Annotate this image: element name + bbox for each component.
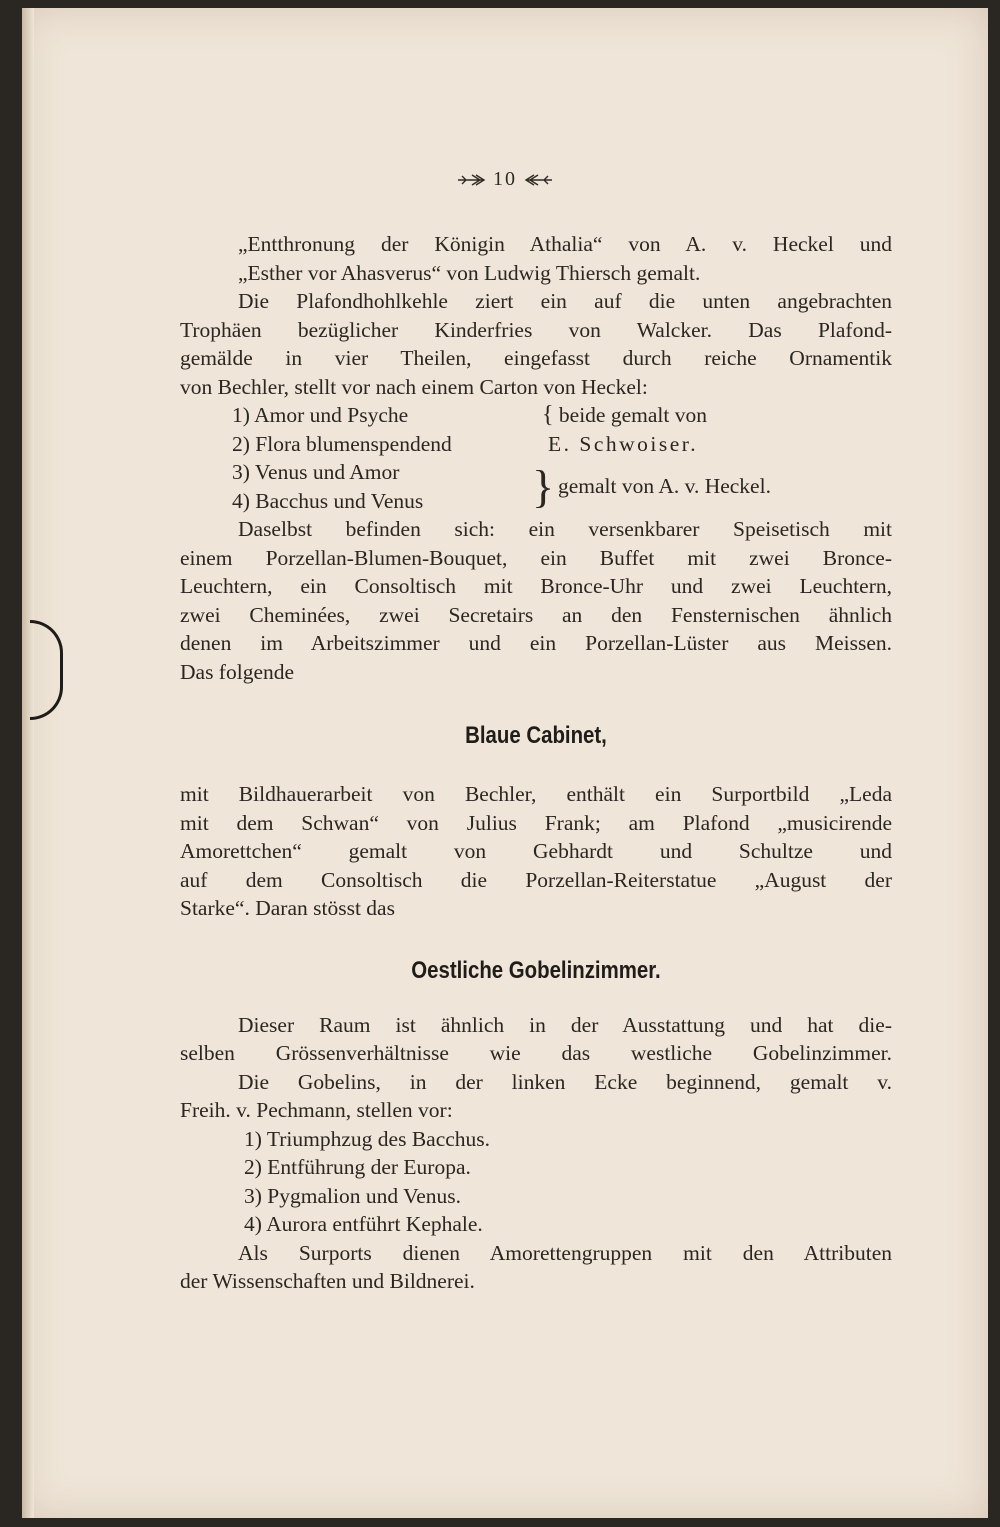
ornament-right-icon — [524, 173, 554, 187]
list-item-brace: { beide gemalt von — [542, 402, 707, 428]
text-line: Leuchtern, ein Consoltisch mit Bronce-Uhr und zwei Leuchtern, — [180, 574, 892, 598]
list-item — [180, 430, 892, 459]
text-line: Amorettchen“ gemalt von Gebhardt und Schultze und — [180, 839, 892, 863]
text-line: denen im Arbeitszimmer und ein Porzellan-Lüster aus Meissen. — [180, 631, 892, 655]
text-line: Die Plafondhohlkehle ziert ein auf die unten angebrachten — [238, 289, 892, 313]
text-line: mit Bildhauerarbeit von Bechler, enthält ein Surportbild „Leda — [180, 782, 892, 806]
text-line: mit dem Schwan“ von Julius Frank; am Plafond „musicirende — [180, 810, 892, 835]
list-item-label: 1) Amor und Psyche — [232, 403, 409, 427]
page-header — [22, 168, 988, 191]
list-item-label: 2) Flora blumenspendend — [232, 431, 452, 456]
list-item-note: beide gemalt von — [558, 403, 707, 427]
text-line: Daselbst befinden sich: ein versenkbarer Speisetisch mit — [238, 517, 892, 541]
list-item: 4) Aurora entführt Kephale. — [244, 1212, 483, 1236]
body-text — [180, 230, 892, 1296]
text-line: gemälde in vier Theilen, eingefasst durch reiche Ornamentik — [180, 346, 892, 370]
text-line: Starke“. Daran stösst das — [180, 896, 395, 920]
text-line: Freih. v. Pechmann, stellen vor: — [180, 1098, 453, 1122]
bracket-tab — [30, 620, 63, 720]
section-heading: Blaue Cabinet, — [465, 722, 607, 749]
list-item: 3) Pygmalion und Venus. — [244, 1183, 461, 1208]
list-item-note: gemalt von A. v. Heckel. — [558, 474, 771, 498]
text-line: Die Gobelins, in der linken Ecke beginnend, gemalt v. — [238, 1069, 892, 1094]
text-line: auf dem Consoltisch die Porzellan-Reiterstatue „August der — [180, 867, 892, 892]
text-line: der Wissenschaften und Bildnerei. — [180, 1269, 475, 1293]
text-line: „Esther vor Ahasverus“ von Ludwig Thiersch gemalt. — [238, 260, 701, 285]
ornament-left-icon — [456, 173, 486, 187]
text-line: Als Surports dienen Amorettengruppen mit den Attributen — [238, 1240, 892, 1265]
text-line: Dieser Raum ist ähnlich in der Ausstattung und hat die- — [238, 1012, 892, 1037]
list-item: 1) Triumphzug des Bacchus. — [244, 1126, 491, 1151]
brace-icon: } — [532, 461, 555, 512]
text-line: einem Porzellan-Blumen-Bouquet, ein Buffet mit zwei Bronce- — [180, 545, 892, 570]
section-heading: Oestliche Gobelinzimmer. — [411, 956, 661, 984]
book-page — [22, 8, 988, 1518]
list-group — [180, 458, 892, 515]
list-item-note: E. Schwoiser. — [548, 431, 699, 456]
list-item: 2) Entführung der Europa. — [244, 1155, 471, 1179]
list-item-label: 4) Bacchus und Venus — [232, 488, 424, 513]
text-line: „Entthronung der Königin Athalia“ von A. v. Heckel und — [238, 232, 892, 256]
page-spine — [22, 8, 34, 1518]
text-line: Das folgende — [180, 659, 295, 684]
list-item — [180, 401, 892, 430]
list-item-label: 3) Venus und Amor — [232, 460, 400, 484]
text-line: Trophäen bezüglicher Kinderfries von Walcker. Das Plafond- — [180, 317, 892, 342]
text-line: von Bechler, stellt vor nach einem Carton von Heckel: — [180, 374, 648, 399]
text-line: zwei Cheminées, zwei Secretairs an den Fensternischen ähnlich — [180, 602, 892, 627]
page-number: 10 — [493, 168, 517, 190]
text-line: selben Grössenverhältnisse wie das westliche Gobelinzimmer. — [180, 1041, 892, 1065]
